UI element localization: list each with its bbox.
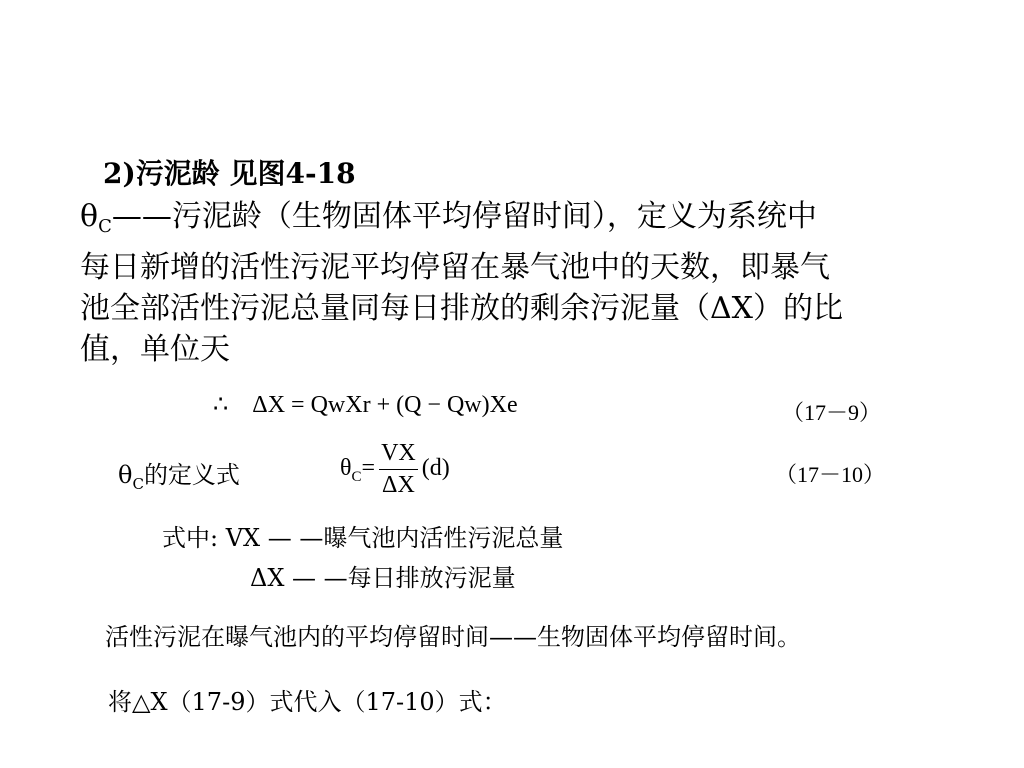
substitute-line: 将△X（17-9）式代入（17-10）式： <box>108 688 507 716</box>
where-line-1: 式中: VX — —曝气池内活性污泥总量 <box>162 524 564 552</box>
definition-line-1 <box>80 196 960 247</box>
equation-number-17-10: （17－10） <box>775 462 886 487</box>
lhs-theta: θ <box>340 455 352 482</box>
definition-paragraph <box>80 196 960 370</box>
definition-line-4: 值，单位天 <box>80 332 230 367</box>
definition-line-3: 池全部活性污泥总量同每日排放的剩余污泥量（ΔX）的比 <box>80 291 844 326</box>
theta-definition-label <box>118 455 240 493</box>
note-line: 活性污泥在曝气池内的平均停留时间——生物固体平均停留时间。 <box>105 623 801 651</box>
equation-17-10 <box>340 440 450 499</box>
unit: (d) <box>421 455 450 482</box>
fraction-denominator: ΔX <box>382 472 415 498</box>
section-heading: 2)污泥龄 见图4-18 <box>103 157 356 190</box>
fraction-numerator: VX <box>379 440 418 470</box>
equals-sign: = <box>361 455 376 482</box>
label-theta: θ <box>118 461 133 489</box>
therefore-symbol: ∴ <box>213 392 229 418</box>
lhs-theta-subscript: C <box>351 469 362 486</box>
label-text: 的定义式 <box>143 461 240 489</box>
where-line-2: ΔX — —每日排放污泥量 <box>250 564 516 592</box>
equation-17-9-expression: ΔX = QwXr + (Q − Qw)Xe <box>252 392 518 418</box>
label-theta-subscript: C <box>132 475 144 493</box>
definition-line-1-text: ——污泥龄（生物固体平均停留时间），定义为系统中 <box>111 199 817 234</box>
theta-subscript: C <box>98 216 112 237</box>
equation-17-9 <box>213 390 518 419</box>
equation-number-17-9: （17－9） <box>782 400 882 425</box>
definition-line-2: 每日新增的活性污泥平均停留在暴气池中的天数，即暴气 <box>80 250 830 285</box>
fraction <box>379 440 418 499</box>
theta-symbol: θ <box>80 199 99 234</box>
